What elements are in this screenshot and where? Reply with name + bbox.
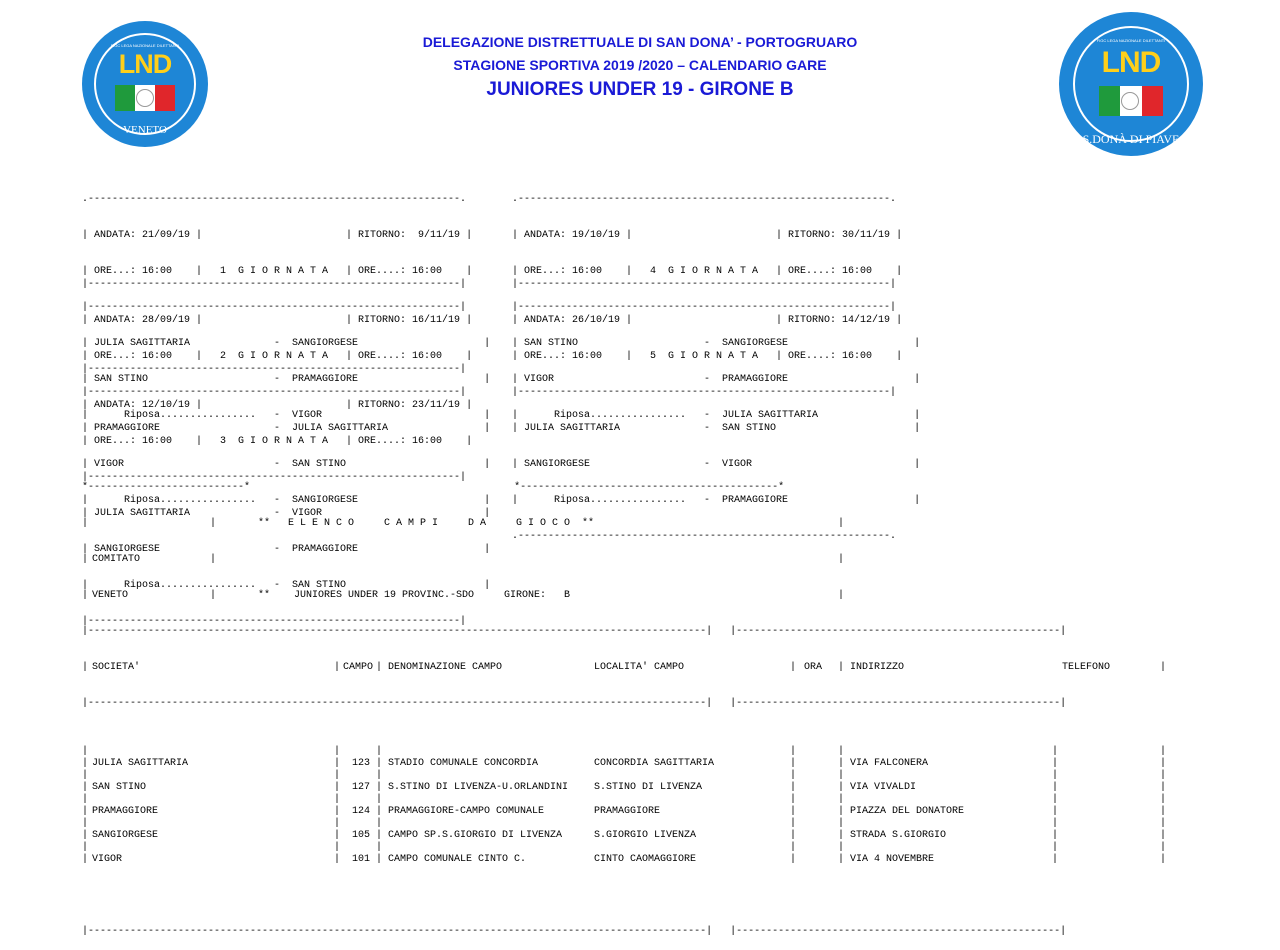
col-header-denominazione: DENOMINAZIONE CAMPO xyxy=(388,662,503,673)
andata-row: | ANDATA: 28/09/19 | | RITORNO: 16/11/19 | xyxy=(82,315,473,326)
match-row: | SANGIORGESE - VIGOR | xyxy=(512,459,921,470)
match-row: | VIGOR - SAN STINO | xyxy=(82,459,491,470)
comitato-row xyxy=(82,554,1172,566)
border: | xyxy=(1160,854,1167,865)
border: | xyxy=(1160,746,1167,757)
logo-ring xyxy=(1073,26,1189,142)
border: | xyxy=(82,758,89,769)
andata-row: | ANDATA: 19/10/19 | | RITORNO: 30/11/19 | xyxy=(512,230,903,241)
comitato-label: COMITATO xyxy=(92,554,141,565)
border: | xyxy=(790,842,797,853)
border: | xyxy=(790,782,797,793)
border: | xyxy=(1052,854,1059,865)
cell-denominazione: PRAMAGGIORE-CAMPO COMUNALE xyxy=(388,806,545,817)
col-header-localita: LOCALITA' CAMPO xyxy=(594,662,685,673)
border: | xyxy=(82,842,89,853)
border: | xyxy=(82,830,89,841)
cell-campo: 127 xyxy=(352,782,371,793)
separator: |--------------------------------------------------------------| xyxy=(82,472,467,483)
border: | xyxy=(82,770,89,781)
logo-brand: LND xyxy=(118,49,172,79)
cell-indirizzo: STRADA S.GIORGIO xyxy=(850,830,947,841)
border: | xyxy=(376,746,383,757)
border: | xyxy=(1052,794,1059,805)
border: | xyxy=(838,518,845,529)
col-header-telefono: TELEFONO xyxy=(1062,662,1111,673)
border: | xyxy=(1160,758,1167,769)
border: | xyxy=(1160,830,1167,841)
border: | xyxy=(376,830,383,841)
separator: .--------------------------------------------------------------. xyxy=(512,531,897,542)
campi-table-body xyxy=(82,746,1172,890)
rest-row: | Riposa................ - VIGOR | xyxy=(82,410,491,421)
separator: |-------------------------------------------------------------------------------------------------------| |------------------------------------------------------| xyxy=(82,626,1067,637)
table-row xyxy=(82,818,1172,842)
border: | xyxy=(334,806,341,817)
border: | xyxy=(210,518,217,529)
border: | xyxy=(376,662,383,673)
cell-societa: SANGIORGESE xyxy=(92,830,159,841)
table-row xyxy=(82,746,1172,770)
border: | xyxy=(838,782,845,793)
rest-row: | Riposa................ - JULIA SAGITTARIA | xyxy=(512,410,921,421)
logo-region: S.DONÀ DI PIAVE xyxy=(1082,132,1180,146)
border: | xyxy=(210,590,217,601)
page-title: JUNIORES UNDER 19 - GIRONE B xyxy=(486,79,794,100)
separator: |--------------------------------------------------------------| xyxy=(82,616,467,627)
match-row: | SANGIORGESE - PRAMAGGIORE | xyxy=(82,544,491,555)
border: | xyxy=(1160,818,1167,829)
match-row: | SAN STINO - PRAMAGGIORE | xyxy=(82,374,491,385)
border: | xyxy=(376,818,383,829)
cell-denominazione: CAMPO SP.S.GIORGIO DI LIVENZA xyxy=(388,830,563,841)
rest-row: | Riposa................ - SANGIORGESE | xyxy=(82,495,491,506)
campi-title-row xyxy=(82,518,1172,530)
logo-tagline: FIGC LEGA NAZIONALE DILETTANTI xyxy=(110,43,180,48)
border: | xyxy=(334,794,341,805)
border: | xyxy=(376,770,383,781)
comitato-value: VENETO xyxy=(92,590,129,601)
rest-row: | Riposa................ - PRAMAGGIORE | xyxy=(512,495,921,506)
border: | xyxy=(82,806,89,817)
cell-indirizzo: VIA 4 NOVEMBRE xyxy=(850,854,935,865)
border: | xyxy=(82,818,89,829)
lnd-veneto-logo xyxy=(82,21,208,147)
separator: |--------------------------------------------------------------| xyxy=(82,387,467,398)
match-row: | PRAMAGGIORE - JULIA SAGITTARIA | xyxy=(82,423,491,434)
border: | xyxy=(334,758,341,769)
border: | xyxy=(838,746,845,757)
border: | xyxy=(82,854,89,865)
lnd-sdona-logo xyxy=(1059,12,1203,156)
campi-subtitle: ** JUNIORES UNDER 19 PROVINC.-SDO GIRONE: B xyxy=(258,590,571,601)
header-line-1: DELEGAZIONE DISTRETTUALE DI SAN DONA’ - PORTOGRUARO xyxy=(422,34,858,50)
table-row xyxy=(82,842,1172,866)
border: | xyxy=(1052,806,1059,817)
border: | xyxy=(838,806,845,817)
border: | xyxy=(334,746,341,757)
border: | xyxy=(1052,758,1059,769)
border: | xyxy=(334,842,341,853)
logo-brand: LND xyxy=(1101,46,1161,79)
separator: |-------------------------------------------------------------------------------------------------------| |------------------------------------------------------| xyxy=(82,698,1067,709)
border: | xyxy=(790,806,797,817)
cell-localita: CONCORDIA SAGITTARIA xyxy=(594,758,715,769)
cell-societa: SAN STINO xyxy=(92,782,147,793)
border: | xyxy=(838,854,845,865)
separator: |--------------------------------------------------------------| xyxy=(82,302,467,313)
border: | xyxy=(376,794,383,805)
separator: |--------------------------------------------------------------| xyxy=(512,279,897,290)
soccer-ball-icon xyxy=(1121,92,1139,110)
border: | xyxy=(82,518,89,529)
match-row: | JULIA SAGITTARIA - SANGIORGESE | xyxy=(82,338,491,349)
border: | xyxy=(838,770,845,781)
border: | xyxy=(838,590,845,601)
cell-indirizzo: VIA VIVALDI xyxy=(850,782,917,793)
match-row: | JULIA SAGITTARIA - SAN STINO | xyxy=(512,423,921,434)
border: | xyxy=(1052,842,1059,853)
cell-societa: VIGOR xyxy=(92,854,123,865)
logo-region: VENETO xyxy=(123,124,167,136)
table-row xyxy=(82,794,1172,818)
border: | xyxy=(1160,794,1167,805)
border: | xyxy=(1052,782,1059,793)
border: | xyxy=(838,830,845,841)
comitato-value-row xyxy=(82,590,1172,602)
border: | xyxy=(838,818,845,829)
border: | xyxy=(790,758,797,769)
campi-header-row xyxy=(82,662,1172,674)
border: | xyxy=(790,794,797,805)
border: | xyxy=(334,770,341,781)
border: | xyxy=(82,746,89,757)
cell-localita: S.GIORGIO LIVENZA xyxy=(594,830,697,841)
border: | xyxy=(1052,830,1059,841)
border: | xyxy=(790,662,797,673)
campi-section xyxy=(82,458,1172,937)
rest-row: | Riposa................ - SAN STINO | xyxy=(82,580,491,591)
separator: |-------------------------------------------------------------------------------------------------------| |------------------------------------------------------| xyxy=(82,926,1067,937)
separator: |--------------------------------------------------------------| xyxy=(512,302,897,313)
border: | xyxy=(790,746,797,757)
separator: *--------------------------* *-------------------------------------------* xyxy=(82,482,785,493)
cell-localita: PRAMAGGIORE xyxy=(594,806,661,817)
border: | xyxy=(334,818,341,829)
separator: |--------------------------------------------------------------| xyxy=(512,387,897,398)
border: | xyxy=(82,794,89,805)
border: | xyxy=(376,758,383,769)
header-line-2: STAGIONE SPORTIVA 2019 /2020 – CALENDARIO GARE xyxy=(453,57,827,73)
border: | xyxy=(376,806,383,817)
cell-localita: CINTO CAOMAGGIORE xyxy=(594,854,697,865)
cell-localita: S.STINO DI LIVENZA xyxy=(594,782,703,793)
border: | xyxy=(1160,782,1167,793)
border: | xyxy=(838,554,845,565)
border: | xyxy=(838,794,845,805)
border: | xyxy=(82,662,89,673)
cell-indirizzo: VIA FALCONERA xyxy=(850,758,929,769)
border: | xyxy=(1052,770,1059,781)
cell-societa: JULIA SAGITTARIA xyxy=(92,758,189,769)
border: | xyxy=(1052,746,1059,757)
table-row xyxy=(82,770,1172,794)
soccer-ball-icon xyxy=(136,89,154,107)
ore-row: | ORE...: 16:00 | 3 G I O R N A T A | ORE....: 16:00 | xyxy=(82,436,473,447)
col-header-ora: ORA xyxy=(804,662,823,673)
cell-campo: 105 xyxy=(352,830,371,841)
separator: .--------------------------------------------------------------. xyxy=(82,194,467,205)
border: | xyxy=(210,554,217,565)
match-row: | JULIA SAGITTARIA - VIGOR | xyxy=(82,508,491,519)
border: | xyxy=(334,782,341,793)
match-row: | VIGOR - PRAMAGGIORE | xyxy=(512,374,921,385)
border: | xyxy=(1160,662,1167,673)
cell-campo: 124 xyxy=(352,806,371,817)
border: | xyxy=(376,854,383,865)
separator: |--------------------------------------------------------------| xyxy=(82,364,467,375)
border: | xyxy=(1160,842,1167,853)
col-header-campo: CAMPO xyxy=(343,662,374,673)
ore-row: | ORE...: 16:00 | 4 G I O R N A T A | ORE....: 16:00 | xyxy=(512,266,903,277)
separator: .--------------------------------------------------------------. xyxy=(512,194,897,205)
border: | xyxy=(1160,806,1167,817)
cell-campo: 123 xyxy=(352,758,371,769)
border: | xyxy=(334,854,341,865)
border: | xyxy=(790,770,797,781)
cell-denominazione: S.STINO DI LIVENZA-U.ORLANDINI xyxy=(388,782,569,793)
border: | xyxy=(376,842,383,853)
col-header-indirizzo: INDIRIZZO xyxy=(850,662,905,673)
border: | xyxy=(376,782,383,793)
campi-title: ** E L E N C O C A M P I D A G I O C O ** xyxy=(258,518,595,529)
border: | xyxy=(790,854,797,865)
cell-societa: PRAMAGGIORE xyxy=(92,806,159,817)
border: | xyxy=(838,662,845,673)
border: | xyxy=(1160,770,1167,781)
cell-denominazione: CAMPO COMUNALE CINTO C. xyxy=(388,854,527,865)
border: | xyxy=(838,842,845,853)
col-header-societa: SOCIETA' xyxy=(92,662,141,673)
ore-row: | ORE...: 16:00 | 1 G I O R N A T A | ORE....: 16:00 | xyxy=(82,266,473,277)
border: | xyxy=(82,590,89,601)
border: | xyxy=(1052,818,1059,829)
cell-campo: 101 xyxy=(352,854,371,865)
andata-row: | ANDATA: 26/10/19 | | RITORNO: 14/12/19 | xyxy=(512,315,903,326)
border: | xyxy=(790,818,797,829)
border: | xyxy=(790,830,797,841)
match-row: | SAN STINO - SANGIORGESE | xyxy=(512,338,921,349)
ore-row: | ORE...: 16:00 | 2 G I O R N A T A | ORE....: 16:00 | xyxy=(82,351,473,362)
cell-indirizzo: PIAZZA DEL DONATORE xyxy=(850,806,965,817)
andata-row: | ANDATA: 21/09/19 | | RITORNO: 9/11/19 | xyxy=(82,230,473,241)
border: | xyxy=(334,662,341,673)
andata-row: | ANDATA: 12/10/19 | | RITORNO: 23/11/19 | xyxy=(82,400,473,411)
border: | xyxy=(838,758,845,769)
cell-denominazione: STADIO COMUNALE CONCORDIA xyxy=(388,758,539,769)
separator: |--------------------------------------------------------------| xyxy=(82,279,467,290)
border: | xyxy=(82,554,89,565)
border: | xyxy=(334,830,341,841)
logo-tagline: FIGC LEGA NAZIONALE DILETTANTI xyxy=(1096,38,1166,43)
border: | xyxy=(82,782,89,793)
ore-row: | ORE...: 16:00 | 5 G I O R N A T A | ORE....: 16:00 | xyxy=(512,351,903,362)
